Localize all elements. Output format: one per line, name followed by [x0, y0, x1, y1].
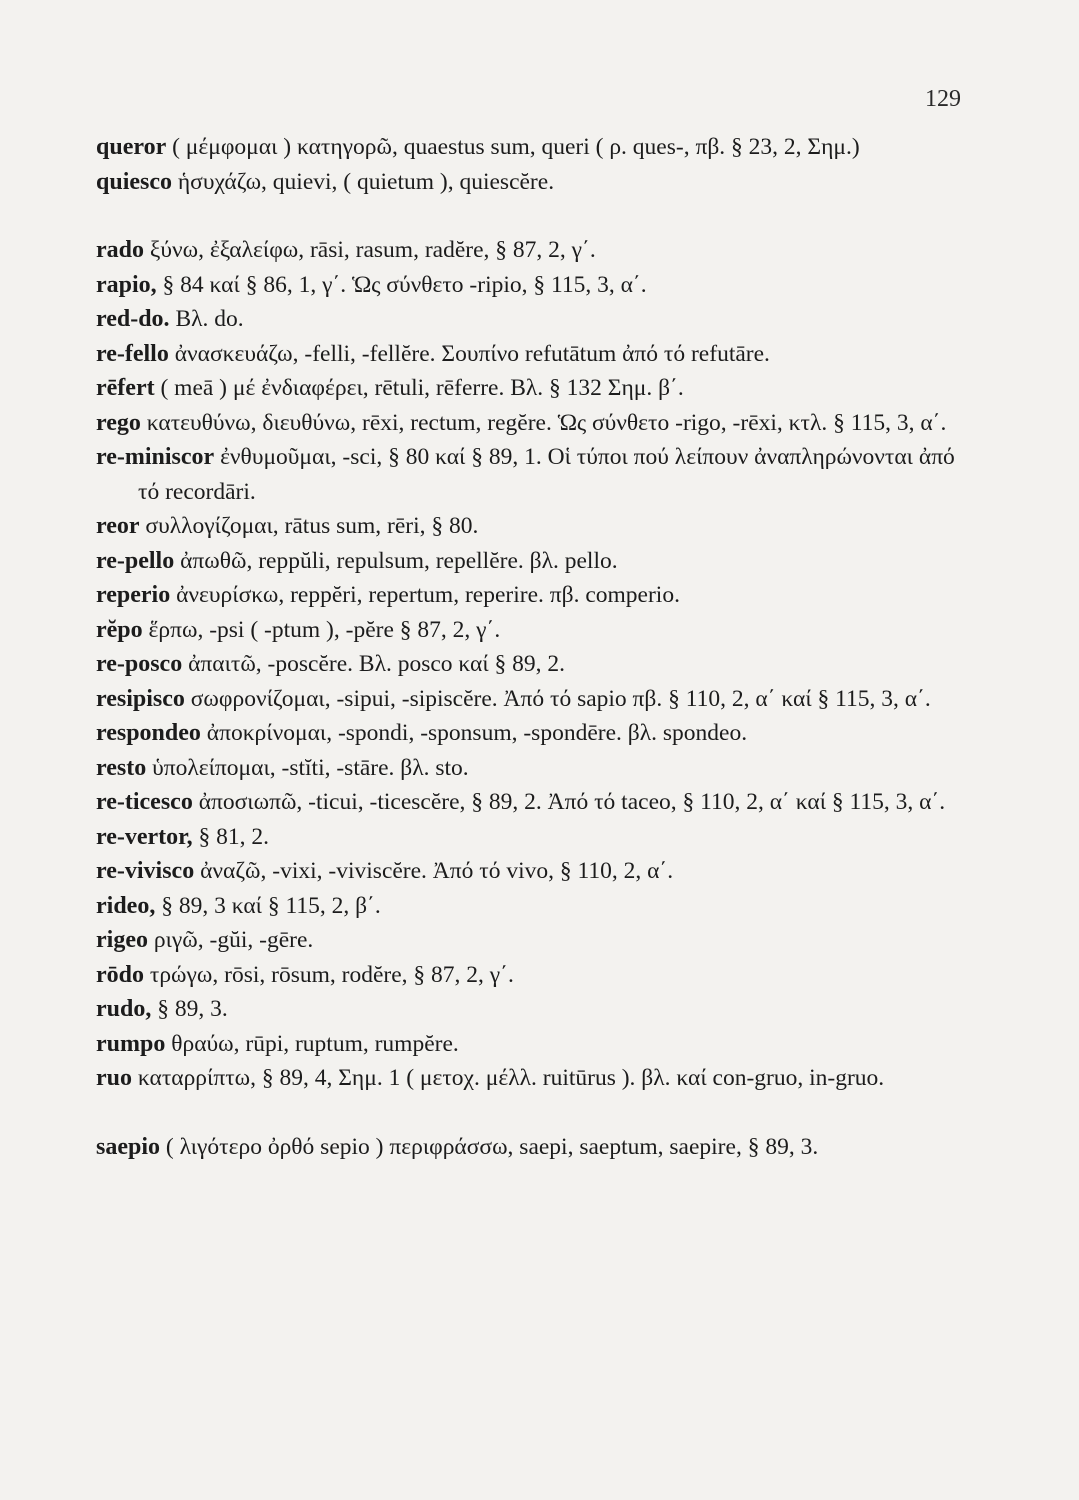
definition: § 81, 2. — [192, 823, 269, 850]
headword: saepio — [96, 1133, 161, 1160]
headword: rudo, — [96, 996, 152, 1022]
entry-repo — [96, 613, 968, 648]
definition: ξύνω, ἐξαλείφω, rāsi, rasum, radĕre, § 87, 2, γ΄. — [144, 237, 596, 263]
definition: § 89, 3. — [151, 996, 228, 1022]
headword: respondeo — [96, 720, 201, 746]
definition: ἐνθυμοῦμαι, -sci, § 80 καί § 89, 1. Οἱ τύποι πού λείπουν ἀναπληρώνονται ἀπό τό recordāri. — [138, 444, 955, 505]
headword: resipisco — [96, 685, 185, 712]
entry-re-vivisco — [96, 854, 968, 889]
definition: § 89, 3 καί § 115, 2, β΄. — [155, 892, 381, 919]
entry-re-ticesco — [96, 785, 968, 820]
headword: rado — [96, 237, 144, 263]
definition: ἀνασκευάζω, -felli, -fellĕre. Σουπίνο refutātum ἀπό τό refutāre. — [168, 340, 770, 367]
definition: ἀπωθῶ, reppŭli, repulsum, repellĕre. βλ. pello. — [174, 547, 618, 574]
entry-red-do — [96, 302, 968, 337]
headword: rapio, — [96, 271, 157, 298]
definition: ἀπαιτῶ, -poscĕre. Βλ. posco καί § 89, 2. — [182, 651, 566, 677]
entry-saepio — [96, 1130, 968, 1165]
headword: rigeo — [96, 927, 148, 953]
entry-rideo — [96, 889, 968, 924]
definition: Βλ. do. — [169, 306, 244, 332]
entry-re-vertor — [96, 820, 968, 855]
entry-quiesco — [96, 165, 968, 200]
headword: re-miniscor — [96, 444, 215, 470]
headword: rōdo — [96, 961, 144, 988]
headword: re-posco — [96, 651, 183, 677]
entry-list — [96, 130, 968, 1164]
definition: ἡσυχάζω, quievi, ( quietum ), quiescĕre. — [172, 168, 555, 195]
definition: ριγῶ, -gŭi, -gēre. — [147, 927, 314, 953]
definition: ἀποκρίνομαι, -spondi, -sponsum, -spondēre. βλ. spondeo. — [200, 720, 748, 746]
definition: συλλογίζομαι, rātus sum, rēri, § 80. — [139, 513, 479, 539]
headword: resto — [96, 754, 147, 781]
page-number: 129 — [925, 86, 961, 112]
definition: καταρρίπτω, § 89, 4, Σημ. 1 ( μετοχ. μέλλ. ruitūrus ). βλ. καί con-gruo, in-gruo. — [132, 1065, 885, 1091]
entry-respondeo — [96, 716, 968, 751]
headword: red-do. — [96, 306, 170, 332]
entry-rodo — [96, 958, 968, 993]
headword: re-vivisco — [96, 858, 195, 884]
entry-rumpo — [96, 1027, 968, 1062]
headword: rumpo — [96, 1030, 166, 1057]
definition: ἀνευρίσκω, reppĕri, repertum, reperire. πβ. comperio. — [170, 582, 680, 608]
entry-re-miniscor — [96, 440, 968, 509]
headword: re-pello — [96, 547, 175, 574]
entry-resto — [96, 751, 968, 786]
definition: κατευθύνω, διευθύνω, rēxi, rectum, regĕre. Ὡς σύνθετο -rigo, -rēxi, κτλ. § 115, 3, α΄. — [140, 409, 947, 436]
headword: rideo, — [96, 892, 156, 919]
definition: § 84 καί § 86, 1, γ΄. Ὡς σύνθετο -ripio, § 115, 3, α΄. — [156, 271, 647, 298]
definition: ( λιγότερο ὀρθό sepio ) περιφράσσω, saepi, saeptum, saepire, § 89, 3. — [160, 1133, 819, 1160]
entry-rego — [96, 406, 968, 441]
entry-rudo — [96, 992, 968, 1027]
headword: re-fello — [96, 340, 169, 367]
definition: ἕρπω, -psi ( -ptum ), -pĕre § 87, 2, γ΄. — [142, 616, 501, 643]
headword: queror — [96, 134, 167, 160]
entry-rado — [96, 233, 968, 268]
headword: quiesco — [96, 168, 173, 195]
entry-reor — [96, 509, 968, 544]
entry-reperio — [96, 578, 968, 613]
headword: reperio — [96, 582, 171, 608]
entry-re-posco — [96, 647, 968, 682]
entry-rigeo — [96, 923, 968, 958]
headword: rēfert — [96, 375, 155, 401]
definition: ἀναζῶ, -vixi, -viviscĕre. Ἀπό τό vivo, § 110, 2, α΄. — [194, 858, 674, 884]
definition: ( μέμφομαι ) κατηγορῶ, quaestus sum, queri ( ρ. ques-, πβ. § 23, 2, Σημ.) — [166, 134, 860, 160]
definition: ὑπολείπομαι, -stĭti, -stāre. βλ. sto. — [146, 754, 469, 781]
entry-re-fello — [96, 337, 968, 372]
entry-queror — [96, 130, 968, 165]
definition: σωφρονίζομαι, -sipui, -sipiscĕre. Ἀπό τό sapio πβ. § 110, 2, α΄ καί § 115, 3, α΄. — [184, 685, 931, 712]
entry-re-pello — [96, 544, 968, 579]
headword: re-ticesco — [96, 789, 193, 815]
headword: reor — [96, 513, 140, 539]
entry-ruo — [96, 1061, 968, 1096]
definition: θραύω, rūpi, ruptum, rumpĕre. — [165, 1030, 459, 1057]
headword: ruo — [96, 1065, 132, 1091]
definition: τρώγω, rōsi, rōsum, rodĕre, § 87, 2, γ΄. — [144, 961, 514, 988]
headword: rĕpo — [96, 616, 143, 643]
entry-rapio — [96, 268, 968, 303]
definition: ἀποσιωπῶ, -ticui, -ticescĕre, § 89, 2. Ἀπό τό taceo, § 110, 2, α΄ καί § 115, 3, α΄. — [192, 789, 946, 815]
headword: re-vertor, — [96, 823, 193, 850]
headword: rego — [96, 409, 141, 436]
definition: ( meā ) μέ ἐνδιαφέρει, rētuli, rēferre. Βλ. § 132 Σημ. β΄. — [154, 375, 684, 401]
entry-refert — [96, 371, 968, 406]
entry-resipisco — [96, 682, 968, 717]
